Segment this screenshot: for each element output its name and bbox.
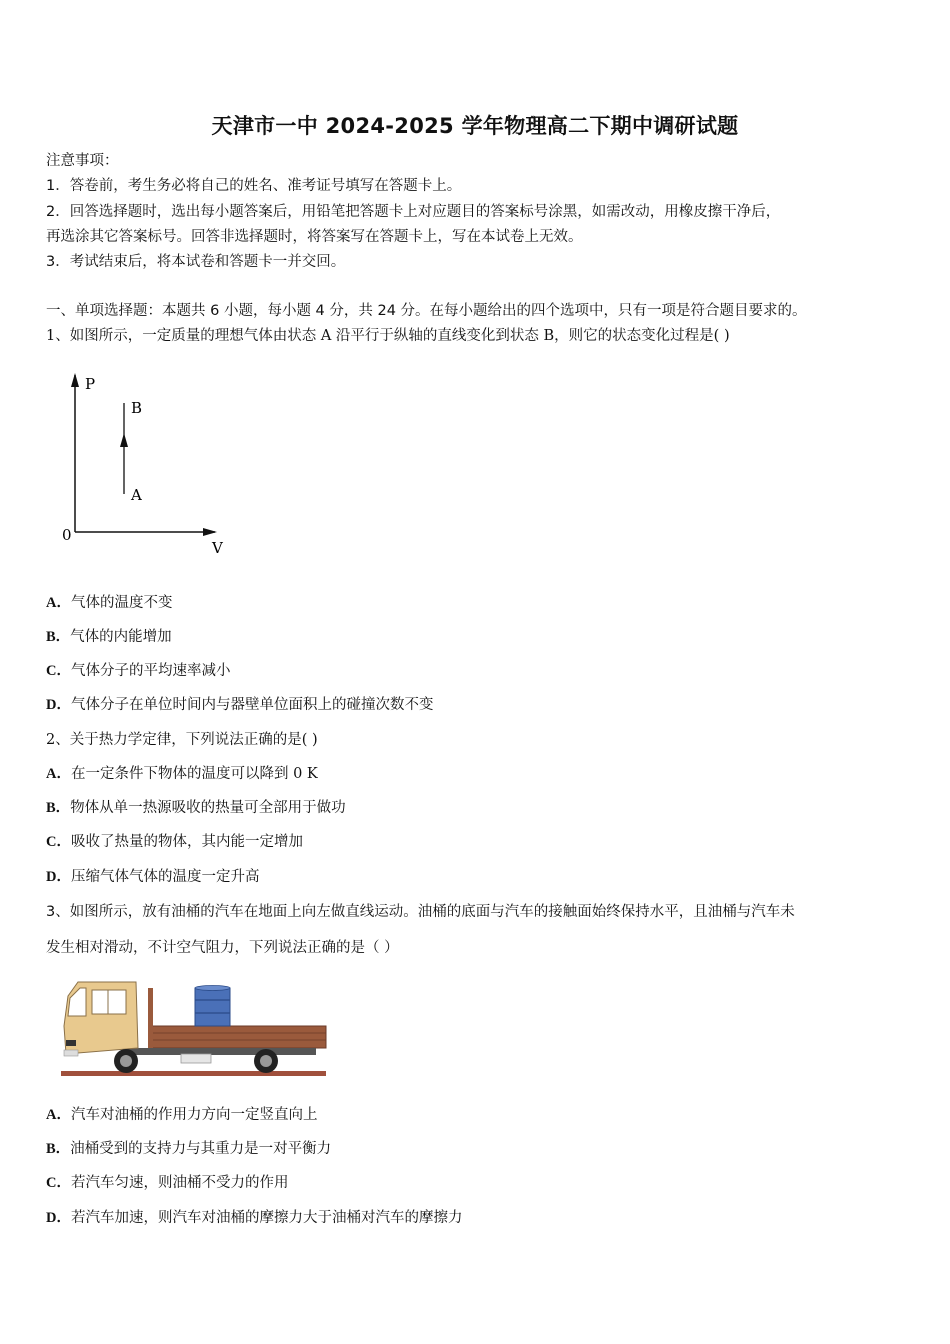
notice-item-1: 1．答卷前，考生务必将自己的姓名、准考证号填写在答题卡上。 (46, 178, 462, 194)
q1-option-c: C．气体分子的平均速率减小 (46, 663, 231, 679)
q2-option-d: D．压缩气体气体的温度一定升高 (46, 869, 260, 885)
question-3-stem-line2: 发生相对滑动，不计空气阻力，下列说法正确的是（ ） (46, 940, 399, 956)
truck-figure (56, 976, 336, 1081)
q2-option-c: C．吸收了热量的物体，其内能一定增加 (46, 834, 303, 850)
question-3-stem-line1: 3、如图所示，放有油桶的汽车在地面上向左做直线运动。油桶的底面与汽车的接触面始终保持水平，且油桶与汽车未 (46, 904, 795, 920)
v-axis-label: V (212, 539, 223, 557)
page-title: 天津市一中 2024-2025 学年物理高二下期中调研试题 (211, 114, 739, 138)
q2-option-a: A．在一定条件下物体的温度可以降到 0 K (46, 766, 318, 782)
pv-diagram (55, 365, 235, 560)
q3-option-d: D．若汽车加速，则汽车对油桶的摩擦力大于油桶对汽车的摩擦力 (46, 1210, 463, 1226)
notice-item-2-cont: 再选涂其它答案标号。回答非选择题时，将答案写在答题卡上，写在本试卷上无效。 (46, 229, 583, 245)
question-2-stem: 2、关于热力学定律，下列说法正确的是( ) (46, 732, 318, 748)
notice-item-2: 2．回答选择题时，选出每小题答案后，用铅笔把答题卡上对应题目的答案标号涂黑，如需改动，用橡皮擦干净后， (46, 204, 781, 220)
q3-option-a: A．汽车对油桶的作用力方向一定竖直向上 (46, 1107, 318, 1123)
point-b-label: B (131, 399, 143, 417)
point-a-label: A (131, 486, 142, 504)
q2-option-b: B．物体从单一热源吸收的热量可全部用于做功 (46, 800, 346, 816)
question-1-stem: 1、如图所示，一定质量的理想气体由状态 A 沿平行于纵轴的直线变化到状态 B，则它的状态变化过程是( ) (46, 328, 730, 344)
notice-item-3: 3．考试结束后，将本试卷和答题卡一并交回。 (46, 254, 346, 270)
q3-option-b: B．油桶受到的支持力与其重力是一对平衡力 (46, 1141, 332, 1157)
q3-option-c: C．若汽车匀速，则油桶不受力的作用 (46, 1175, 289, 1191)
q1-option-a: A．气体的温度不变 (46, 595, 173, 611)
origin-label: 0 (62, 526, 72, 544)
section-heading: 一、单项选择题：本题共 6 小题，每小题 4 分，共 24 分。在每小题给出的四个选项中，只有一项是符合题目要求的。 (46, 303, 807, 319)
p-axis-label: P (85, 375, 96, 393)
q1-option-b: B．气体的内能增加 (46, 629, 172, 645)
q1-option-d: D．气体分子在单位时间内与器壁单位面积上的碰撞次数不变 (46, 697, 434, 713)
notice-heading: 注意事项： (46, 153, 119, 169)
